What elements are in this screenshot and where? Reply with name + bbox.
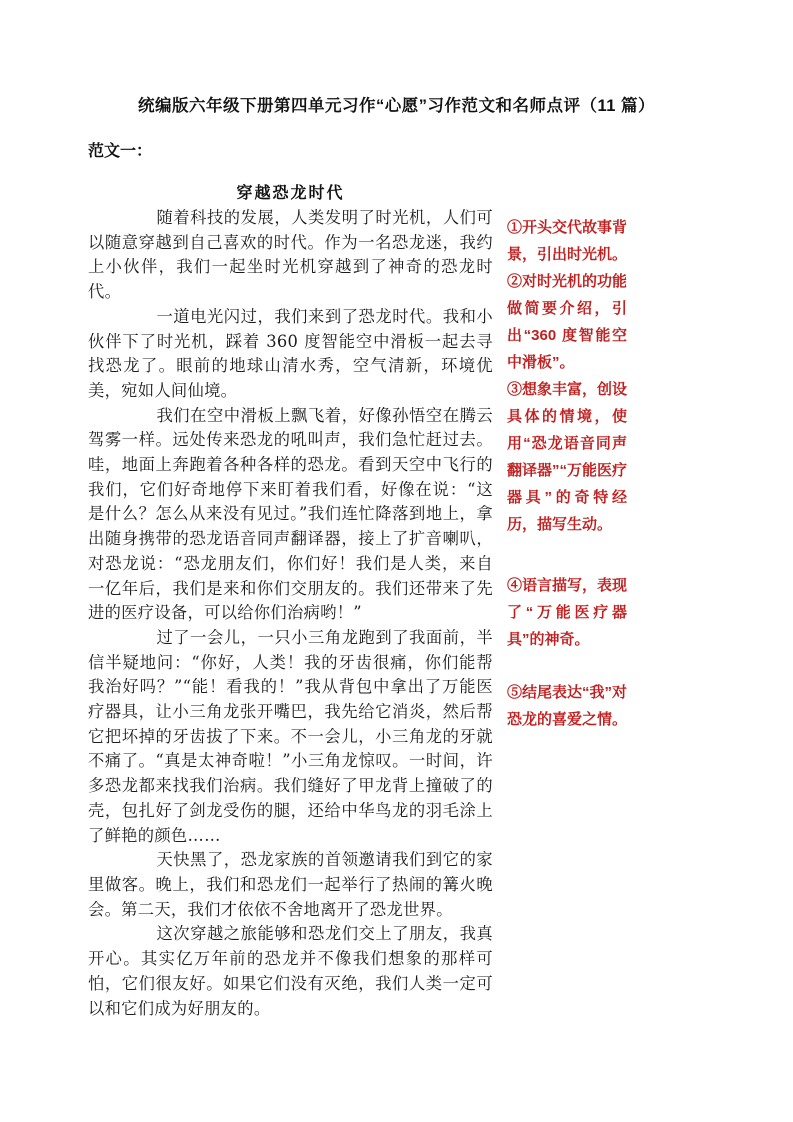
essay-paragraph: 一道电光闪过，我们来到了恐龙时代。我和小伙伴下了时光机，踩着 360 度智能空中滑板一起去寻找恐龙了。眼前的地球山清水秀，空气清新，环境优美，宛如人间仙境。 — [88, 306, 493, 400]
annotation-note-2: ②对时光机的功能做简要介绍，引出“360 度智能空中滑板”。 — [507, 273, 628, 371]
section-label: 范文一： — [88, 143, 153, 160]
essay-title: 穿越恐龙时代 — [236, 183, 345, 202]
essay-paragraph: 随着科技的发展，人类发明了时光机，人们可以随意穿越到自己喜欢的时代。作为一名恐龙迷，我约上小伙伴，我们一起坐时光机穿越到了神奇的恐龙时代。 — [88, 208, 493, 302]
annotation-note-4: ④语言描写，表现了“万能医疗器具”的神奇。 — [507, 577, 628, 648]
annotation-note-5: ⑤结尾表达“我”对恐龙的喜爱之情。 — [507, 684, 628, 728]
essay-paragraph: 天快黑了，恐龙家族的首领邀请我们到它的家里做客。晚上，我们和恐龙们一起举行了热闹的篝火晚会。第二天，我们才依依不舍地离开了恐龙世界。 — [88, 850, 493, 919]
essay-paragraph: 过了一会儿，一只小三角龙跑到了我面前，半信半疑地问：“你好，人类！我的牙齿很痛，你们能帮我治好吗？”“能！看我的！”我从背包中拿出了万能医疗器具，让小三角龙张开嘴巴，我先给它消炎，然后帮它把坏掉的牙齿拔了下来。不一会儿，小三角龙的牙就不痛了。“真是太神奇啦！”小三角龙惊叹。一时间，许多恐龙都来找我们治病。我们缝好了甲龙背上撞破了的壳，包扎好了剑龙受伤的腿，还给中华鸟龙的羽毛涂上了鲜艳的颜色…… — [88, 627, 493, 845]
essay-paragraph: 我们在空中滑板上飘飞着，好像孙悟空在腾云驾雾一样。远处传来恐龙的吼叫声，我们急忙赶过去。哇，地面上奔跑着各种各样的恐龙。看到天空中飞行的我们，它们好奇地停下来盯着我们看，好像在说：“这是什么？怎么从来没有见过。”我们连忙降落到地上，拿出随身携带的恐龙语音同声翻译器，接上了扩音喇叭，对恐龙说：“恐龙朋友们，你们好！我们是人类，来自一亿年后，我们是来和你们交朋友的。我们还带来了先进的医疗设备，可以给你们治病哟！” — [88, 405, 493, 623]
essay-paragraph: 这次穿越之旅能够和恐龙们交上了朋友，我真开心。其实亿万年前的恐龙并不像我们想象的那样可怕，它们很友好。如果它们没有灭绝，我们人类一定可以和它们成为好朋友的。 — [88, 924, 493, 1018]
essay-body — [88, 180, 493, 1021]
annotation-note-3: ③想象丰富，创设具体的情境，使用“恐龙语音同声翻译器”“万能医疗器具”的奇特经历，描写生动。 — [507, 381, 628, 533]
document-title: 统编版六年级下册第四单元习作“心愿”习作范文和名师点评（11 篇） — [137, 97, 656, 115]
annotation-note-1: ①开头交代故事背景，引出时光机。 — [507, 219, 628, 263]
annotations-column — [507, 214, 627, 733]
